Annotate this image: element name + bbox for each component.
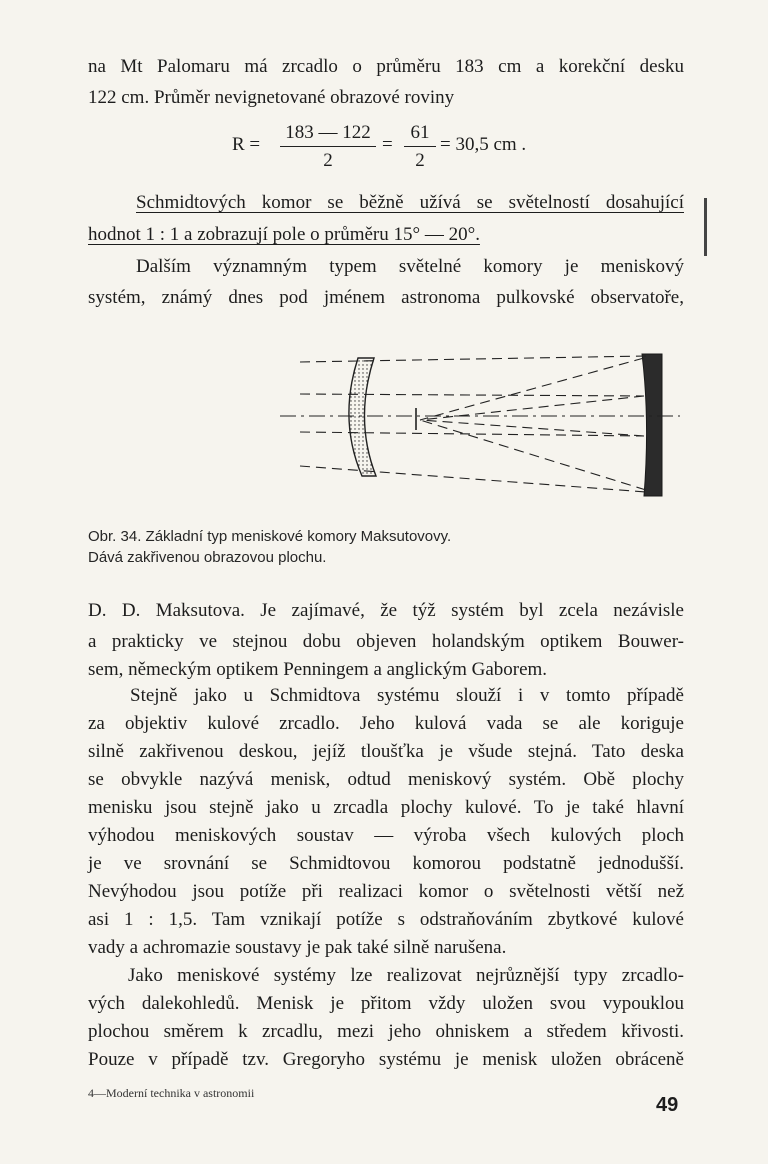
fraction-2-denominator: 2 xyxy=(415,150,425,171)
text-line: vých dalekohledů. Menisk je přitom vždy uložen svou vypouklou xyxy=(88,993,684,1014)
formula-lhs: R = xyxy=(232,134,261,155)
ray xyxy=(420,420,646,490)
text-line xyxy=(88,224,684,246)
text-line: 122 cm. Průměr nevignetované obrazové roviny xyxy=(88,87,455,108)
maksutov-diagram xyxy=(270,340,690,510)
formula-result: = 30,5 cm . xyxy=(440,134,527,155)
text-line: silně zakřivenou deskou, jejíž tloušťka je všude stejná. Tato deska xyxy=(88,741,684,762)
page-number: 49 xyxy=(656,1094,679,1116)
text-line: asi 1 : 1,5. Tam vznikají potíže s odstraňováním zbytkové kulové xyxy=(88,909,684,930)
figure-caption: Obr. 34. Základní typ meniskové komory Maksutovovy. xyxy=(88,528,452,545)
text-line xyxy=(136,192,684,214)
text-line: plochou směrem k zrcadlu, mezi jeho ohniskem a středem křivosti. xyxy=(88,1021,684,1042)
text-line: za objektiv kulové zrcadlo. Jeho kulová vada se ale koriguje xyxy=(88,713,684,734)
fraction-bar xyxy=(280,146,376,147)
text-line: D. D. Maksutova. Je zajímavé, že týž systém byl zcela nezávisle xyxy=(88,600,684,621)
text-line: menisku jsou stejně jako u zrcadla plochy kulové. To je také hlavní xyxy=(88,797,684,818)
text-line: a prakticky ve stejnou dobu objeven holandským optikem Bouwer- xyxy=(88,631,684,652)
text-line: Stejně jako u Schmidtova systému slouží i v tomto případě xyxy=(130,685,684,706)
ray xyxy=(300,466,646,492)
fraction-bar xyxy=(404,146,436,147)
text-line: sem, německým optikem Penningem a anglickým Gaborem. xyxy=(88,659,548,680)
text-line: je ve srovnání se Schmidtovou komorou podstatně jednodušší. xyxy=(88,853,684,874)
fraction-1-denominator: 2 xyxy=(323,150,333,171)
fraction-1-numerator: 183 — 122 xyxy=(285,122,371,143)
underlined-text: hodnot 1 : 1 a zobrazují pole o průměru 15° — 20°. xyxy=(88,224,480,245)
text-line: se obvykle nazývá menisk, odtud meniskový systém. Obě plochy xyxy=(88,769,684,790)
ray xyxy=(420,358,644,420)
fraction-2-numerator: 61 xyxy=(410,122,430,143)
figure-caption: Dává zakřivenou obrazovou plochu. xyxy=(88,549,327,566)
spherical-mirror xyxy=(642,354,662,496)
text-line: Pouze v případě tzv. Gregoryho systému je menisk uložen obráceně xyxy=(88,1049,684,1070)
text-line: Nevýhodou jsou potíže při realizaci komor o světelnosti větší než xyxy=(88,881,684,902)
text-line: výhodou meniskových soustav — výroba všech kulových ploch xyxy=(88,825,684,846)
meniscus-lens xyxy=(349,358,376,476)
fraction-1 xyxy=(280,122,376,172)
underlined-text: Schmidtových komor se běžně užívá se světelností dosahující xyxy=(136,192,684,213)
fraction-2 xyxy=(404,122,436,172)
text-line: vady a achromazie soustavy je pak také silně narušena. xyxy=(88,937,507,958)
text-line: Jako meniskové systémy lze realizovat nejrůznější typy zrcadlo- xyxy=(128,965,684,986)
text-line: na Mt Palomaru má zrcadlo o průměru 183 cm a korekční desku xyxy=(88,56,684,77)
ray xyxy=(300,356,646,362)
footer-signature: 4—Moderní technika v astronomii xyxy=(88,1086,255,1100)
text-line: systém, známý dnes pod jménem astronoma pulkovské observatoře, xyxy=(88,287,684,308)
margin-pencil-mark xyxy=(704,198,707,256)
text-line: Dalším významným typem světelné komory je meniskový xyxy=(136,256,684,277)
formula-equals: = xyxy=(382,134,393,155)
